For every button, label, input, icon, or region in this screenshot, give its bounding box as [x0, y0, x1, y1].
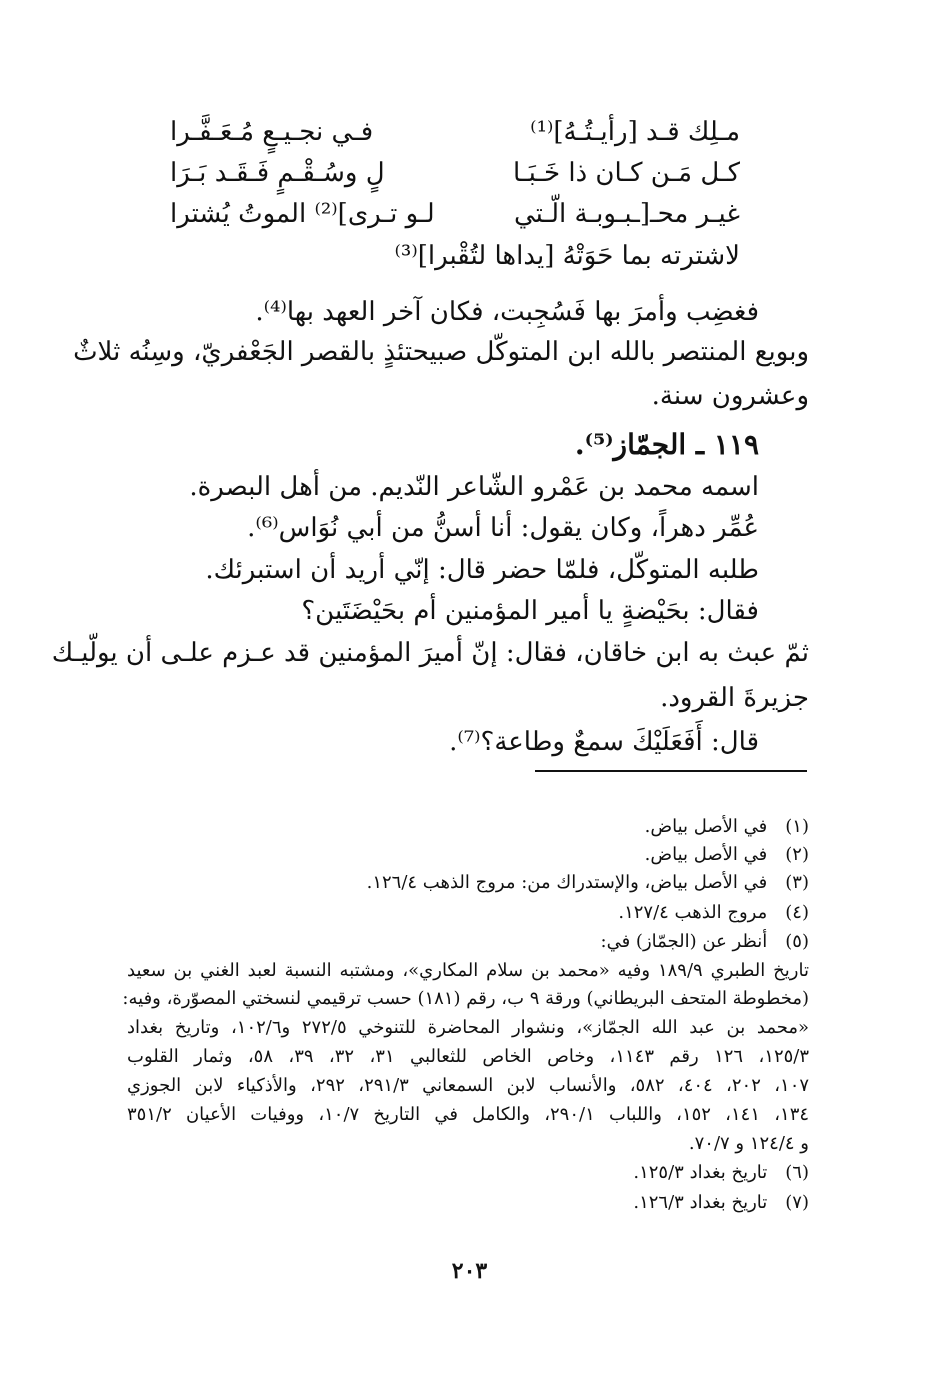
verse-3-first-hemistich: غيـر محـ[ـبـوبـة الّـتي	[514, 199, 740, 229]
verse-3-second-hemistich: لـو تـرى]⁽²⁾ الموتُ يُشترا	[170, 199, 435, 229]
body-line-1: فغضِب وأمرَ بها فَسُجِبت، فكان آخر العهد بها⁽⁴⁾.	[255, 297, 759, 327]
footnote-5-line-3: «محمد بن عبد الله الجمّاز»، ونشوار المحاضرة للتنوخي ٢٧٢/٥ و١٠٢/٦، وتاريخ بغداد	[127, 1017, 810, 1038]
poem-verse-3	[170, 194, 740, 235]
footnote-1	[645, 812, 809, 842]
verse-1-first-hemistich: مـلِك قـد [رأيـتُـهُ]⁽¹⁾	[530, 117, 740, 147]
footnote-5-line-5: ١٠٧، ٢٠٢، ٤٠٤، ٥٨٢، والأنساب لابن السمعاني ٢٩١/٣، ٢٩٢، والأذكياء لابن الجوزي	[127, 1075, 810, 1096]
entry-line-3: طلبه المتوكّل، فلمّا حضر قال: إنّي أريد أن استبرئك.	[205, 555, 759, 585]
footnote-2-text: في الأصل بياض.	[644, 844, 768, 865]
entry-line-4: فقال: بحَيْضةٍ يا أمير المؤمنين أم بحَيْضَتَين؟	[301, 596, 759, 626]
footnote-6	[633, 1158, 809, 1188]
footnote-7	[633, 1188, 809, 1218]
footnote-separator	[535, 770, 807, 772]
footnote-5-line-1: تاريخ الطبري ١٨٩/٩ وفيه «محمد بن سلام المكاري»، ومشتبه النسبة لعبد الغني بن سعيد	[127, 960, 809, 981]
footnote-6-number: (٦)	[785, 1162, 809, 1183]
entry-line-2: عُمِّر دهراً، وكان يقول: أنا أسنُّ من أبي نُوَاس⁽⁶⁾.	[247, 513, 759, 543]
verse-1-second-hemistich: فـي نجـيـعٍ مُـعَـفَّـرا	[170, 117, 374, 147]
footnote-5	[601, 927, 809, 957]
footnote-2-number: (٢)	[785, 844, 809, 865]
footnote-5-line-6: ١٣٤، ١٤١، ١٥٢، واللباب ٢٩٠/١، والكامل في التاريخ ١٠/٧، ووفيات الأعيان ٣٥١/٢	[127, 1104, 810, 1125]
footnote-3	[367, 868, 809, 898]
entry-line-1: اسمه محمد بن عَمْرو الشّاعر النّديم. من أهل البصرة.	[189, 472, 759, 502]
footnote-5-line-2: (مخطوطة المتحف البريطاني) ورقة ٩ ب، رقم (١٨١) حسب ترقيمي لنسختي المصوّرة، وفيه:	[122, 988, 809, 1009]
entry-line-6: جزيرةَ القرود.	[660, 683, 809, 713]
footnote-5-number: (٥)	[785, 931, 809, 952]
footnote-5-last-line: و ١٢٤/٤ و ٧٠/٧.	[688, 1133, 809, 1154]
footnote-3-text: في الأصل بياض، والإستدراك من: مروج الذهب ١٢٦/٤.	[366, 872, 768, 893]
page-number: ٢٠٣	[451, 1258, 488, 1284]
body-line-2: وبويع المنتصر بالله ابن المتوكّل صبيحتئذٍ بالقصر الجَعْفريّ، وسِنُه ثلاثٌ	[73, 337, 809, 367]
body-line-3: وعشرون سنة.	[651, 381, 809, 411]
entry-title: ١١٩ ـ الجمّاز⁽⁵⁾.	[574, 428, 759, 461]
footnote-6-text: تاريخ بغداد ١٢٥/٣.	[633, 1162, 768, 1183]
poem-verse-2	[170, 153, 740, 194]
entry-line-7: قال: أَفَعَلَيْكَ سمعٌ وطاعة؟⁽⁷⁾.	[449, 727, 759, 757]
footnote-4-text: مروج الذهب ١٢٧/٤.	[618, 902, 768, 923]
footnote-4	[618, 898, 809, 928]
footnote-1-number: (١)	[785, 816, 809, 837]
verse-2-first-hemistich: كـل مَـن كـان ذا خَـبَـا	[513, 158, 740, 188]
footnote-5-line-4: ١٢٥/٣، ١٢٦ رقم ١١٤٣، وخاص الخاص للثعالبي ٣١، ٣٢، ٣٩، ٥٨، وثمار القلوب	[127, 1046, 810, 1067]
poem-verse-1	[170, 112, 740, 153]
poem-block	[170, 112, 740, 271]
footnote-3-number: (٣)	[785, 872, 809, 893]
footnote-7-text: تاريخ بغداد ١٢٦/٣.	[633, 1192, 768, 1213]
footnote-1-text: في الأصل بياض.	[644, 816, 768, 837]
footnote-4-number: (٤)	[785, 902, 809, 923]
poem-final-verse: لاشترته بما حَوَتْهُ [يداها لتُقْبرا]⁽³⁾	[394, 241, 740, 271]
footnote-2	[645, 840, 809, 870]
footnote-7-number: (٧)	[785, 1192, 809, 1213]
entry-line-5: ثمّ عبث به ابن خاقان، فقال: إنّ أميرَ المؤمنين قد عـزم علـى أن يولّيـك	[51, 638, 809, 668]
verse-2-second-hemistich: لٍ وسُـقْـمٍ فَـقَـد بَـرَا	[170, 158, 385, 188]
footnote-5-text: أنظر عن (الجمّاز) في:	[600, 931, 768, 952]
